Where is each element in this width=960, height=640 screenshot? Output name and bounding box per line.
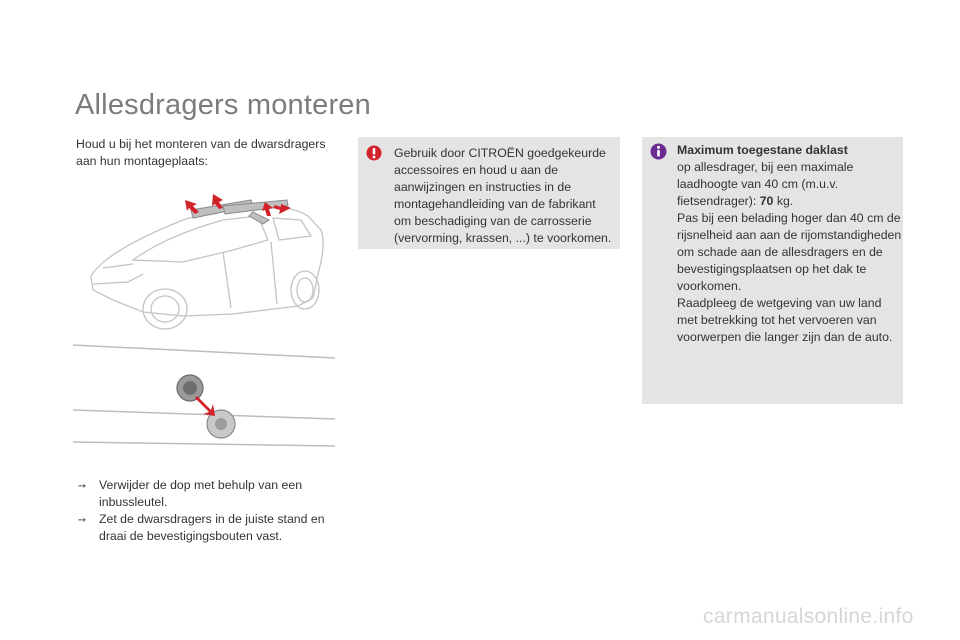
warning-box [358, 137, 620, 249]
car-drawing [91, 205, 323, 329]
roof-bar-illustration [73, 178, 338, 453]
bullet-arrow-icon: ➙ [78, 481, 87, 492]
list-item [76, 477, 346, 511]
info-paragraph-3: Raadpleeg de wetgeving van uw land met betrekking tot het vervoeren van voorwerpen die langer zijn dan de auto. [677, 296, 893, 344]
step-text: Zet de dwarsdragers in de juiste stand en draai de bevestigingsbouten vast. [99, 512, 325, 543]
watermark: carmanualsonline.info [703, 605, 914, 628]
rail-lines [73, 345, 335, 446]
warning-text: Gebruik door CITROËN goedgekeurde accessoires en houd u aan de aanwijzingen en instructies in de montagehandleiding van de fabrikant om beschadiging van de carrosserie (vervorming, krassen, ...) te voorkomen. [394, 146, 612, 245]
info-box [642, 137, 903, 404]
warning-icon [366, 145, 382, 161]
step-text: Verwijder de dop met behulp van een inbussleutel. [99, 478, 303, 509]
load-unit: kg. [773, 194, 794, 208]
instruction-list [76, 477, 346, 545]
page-title: Allesdragers monteren [75, 89, 371, 121]
info-content [677, 142, 903, 346]
bullet-arrow-icon: ➙ [78, 515, 87, 526]
info-icon [650, 143, 667, 160]
load-value: 70 [759, 194, 774, 208]
info-paragraph-2: Pas bij een belading hoger dan 40 cm de rijsnelheid aan aan de rijomstandigheden om schade aan de allesdragers en de bevestigingsplaatsen op het dak te voorkomen. [677, 211, 902, 293]
info-heading: Maximum toegestane daklast [677, 143, 848, 157]
cap-detail [177, 375, 235, 438]
list-item [76, 511, 346, 545]
info-paragraph-1 [677, 159, 903, 210]
info-line-1: op allesdrager, bij een maximale laadhoogte van 40 cm (m.u.v. fietsendrager): [677, 160, 854, 208]
intro-text: Houd u bij het monteren van de dwarsdragers aan hun montageplaats: [76, 137, 326, 168]
